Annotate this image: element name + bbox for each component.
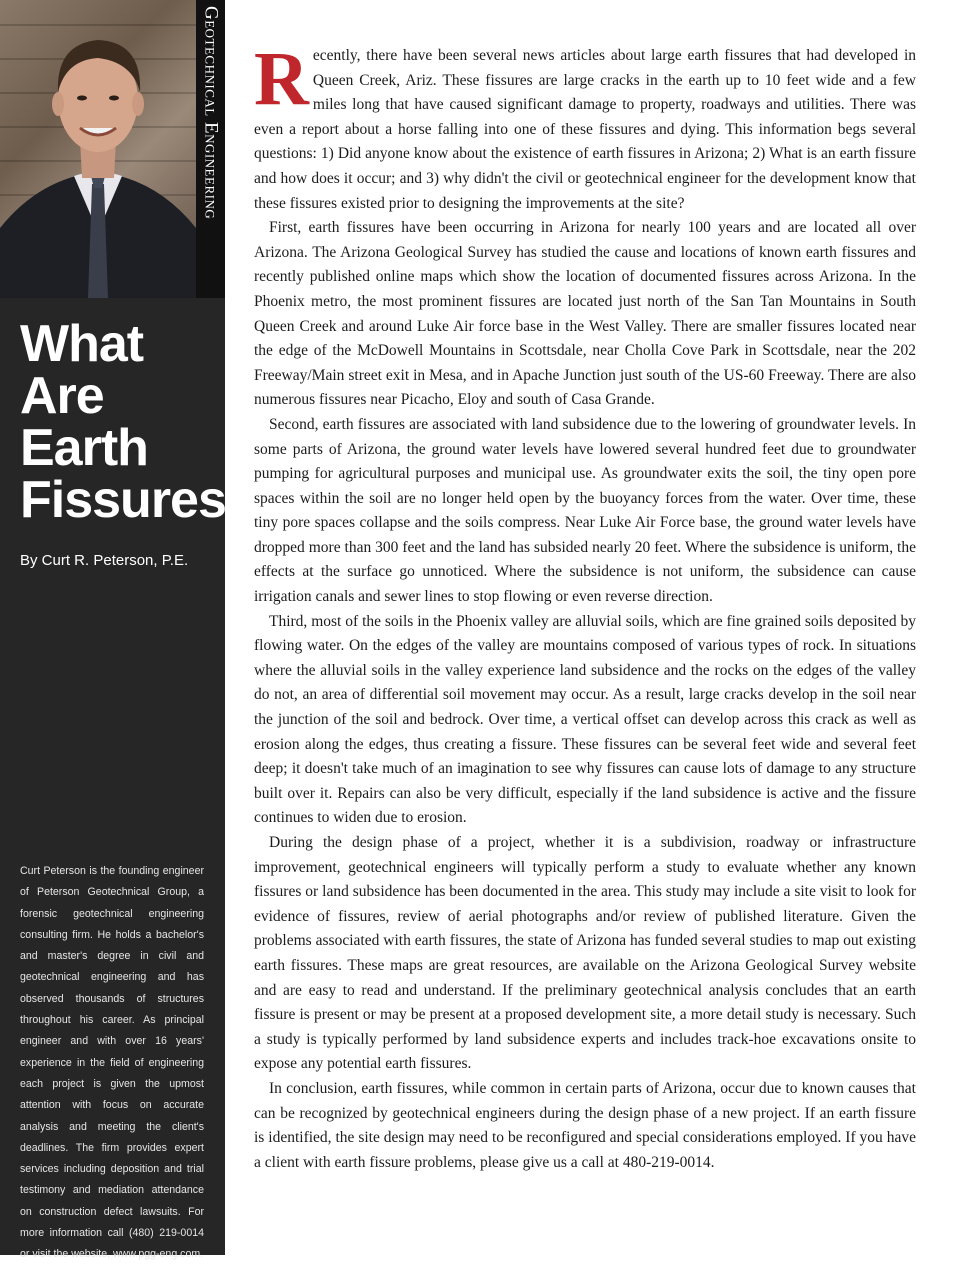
article-paragraph: During the design phase of a project, whether it is a subdivision, roadway or infrastructure improvement, geotechnical engineers will typically perform a study to evaluate whether any known fissures or land subsidence has been documented in the area. This study may include a site visit to look for evidence of fissures, review of aerial photographs and/or review of published literature. Given the problems associated with earth fissures, the state of Arizona has funded several studies to map out existing earth fissures. These maps are great resources, are available on the Arizona Geological Survey website and are easy to read and understand. If the preliminary geotechnical analysis concludes that an earth fissure is present or may be present at a proposed development site, a more detail study is necessary. Such a study is typically performed by land subsidence experts and includes track-hoe excavations onsite to expose any potential earth fissures. (254, 834, 916, 1073)
drop-cap: R (254, 37, 309, 121)
sidebar (0, 0, 257, 1261)
author-bio: Curt Peterson is the founding engineer of Peterson Geotechnical Group, a forensic geotechnical engineering consulting firm. He holds a bachelor's and master's degree in civil and geotechnical engineering and has observed thousands of structures throughout his career. As principal engineer and with over 16 years' experience in the field of engineering each project is given the upmost attention with focus on accurate analysis and meeting the client's deadlines. The firm provides expert services including deposition and trial testimony and mediation attendance on construction defect lawsuits. For more information call (480) 219-0014 or visit the website, www.pgg-eng.com. (20, 865, 204, 1261)
title-line: Earth (20, 419, 148, 477)
author-photo (0, 0, 196, 298)
article-body (254, 37, 916, 1175)
section-label: Geotechnical Engineering (200, 6, 222, 220)
title-line: Fissures? (20, 471, 257, 529)
article-title (20, 315, 257, 529)
article-paragraph: Third, most of the soils in the Phoenix valley are alluvial soils, which are fine grained soils deposited by flowing water. On the edges of the valley are mountains composed of various types of rock. In situations where the alluvial soils in the valley experience land subsidence and the rocks on the edges of the valley do not, an area of differential soil movement may occur. As a result, large cracks develop in the soil near the junction of the soil and bedrock. Over time, a vertical offset can develop across this crack as well as erosion along the edges, thus creating a fissure. These fissures can be several feet wide and several feet deep; it doesn't take much of an imagination to see why fissures can cause lots of damage to any structure built over it. Repairs can also be very difficult, especially if the land subsidence is active and the fissure continues to widen due to erosion. (254, 612, 916, 827)
article-paragraph (254, 37, 916, 216)
article-paragraph: Second, earth fissures are associated with land subsidence due to the lowering of groundwater levels. In some parts of Arizona, the ground water levels have lowered several hundred feet due to groundwater pumping for agricultural purposes and municipal use. As groundwater exits the soil, the tiny open pore spaces within the soil are no longer held open by the buoyancy forces from the water. Over time, these tiny pore spaces collapse and the soils compress. Near Luke Air Force base, the ground water levels have dropped more than 300 feet and the land has subsided nearly 20 feet. Where the subsidence is uniform, the effects at the surface go unnoticed. Where the subsidence is not uniform, the subsidence can cause irrigation canals and sewer lines to stop flowing or even reverse direction. (254, 415, 916, 606)
article-paragraph: In conclusion, earth fissures, while common in certain parts of Arizona, occur due to known causes that can be recognized by geotechnical engineers during the design phase of a new project. If an earth fissure is identified, the site design may need to be reconfigured and special considerations employed. If you have a client with earth fissure problems, please give us a call at 480-219-0014. (254, 1079, 916, 1171)
article-paragraph: First, earth fissures have been occurring in Arizona for nearly 100 years and are located all over Arizona. The Arizona Geological Survey has studied the cause and locations of known earth fissures and recently published online maps which show the location of documented fissures across Arizona. In the Phoenix metro, the most prominent fissures are located just north of the San Tan Mountains in South Queen Creek and around Luke Air force base in the West Valley. There are smaller fissures located near the edge of the McDowell Mountains in Scottsdale, near Cholla Cove Park in Scottsdale, near the 202 Freeway/Main street exit in Mesa, and in Apache Junction just south of the US-60 Freeway. There are also numerous fissures near Picacho, Eloy and south of Casa Grande. (254, 219, 916, 409)
byline: By Curt R. Peterson, P.E. (20, 552, 189, 569)
title-line: What (20, 315, 144, 373)
first-paragraph-text: ecently, there have been several news articles about large earth fissures that had developed in Queen Creek, Ariz. These fissures are large cracks in the earth up to 10 feet wide and a few miles long that have caused significant damage to property, roadways and utilities. There was even a report about a horse falling into one of these fissures and dying. This information begs several questions: 1) Did anyone know about the existence of earth fissures in Arizona; 2) What is an earth fissure and how does it occur; and 3) why didn't the civil or geotechnical engineer for the development know that these fissures existed prior to designing the improvements at the site? (254, 47, 916, 212)
title-line: Are (20, 367, 104, 425)
